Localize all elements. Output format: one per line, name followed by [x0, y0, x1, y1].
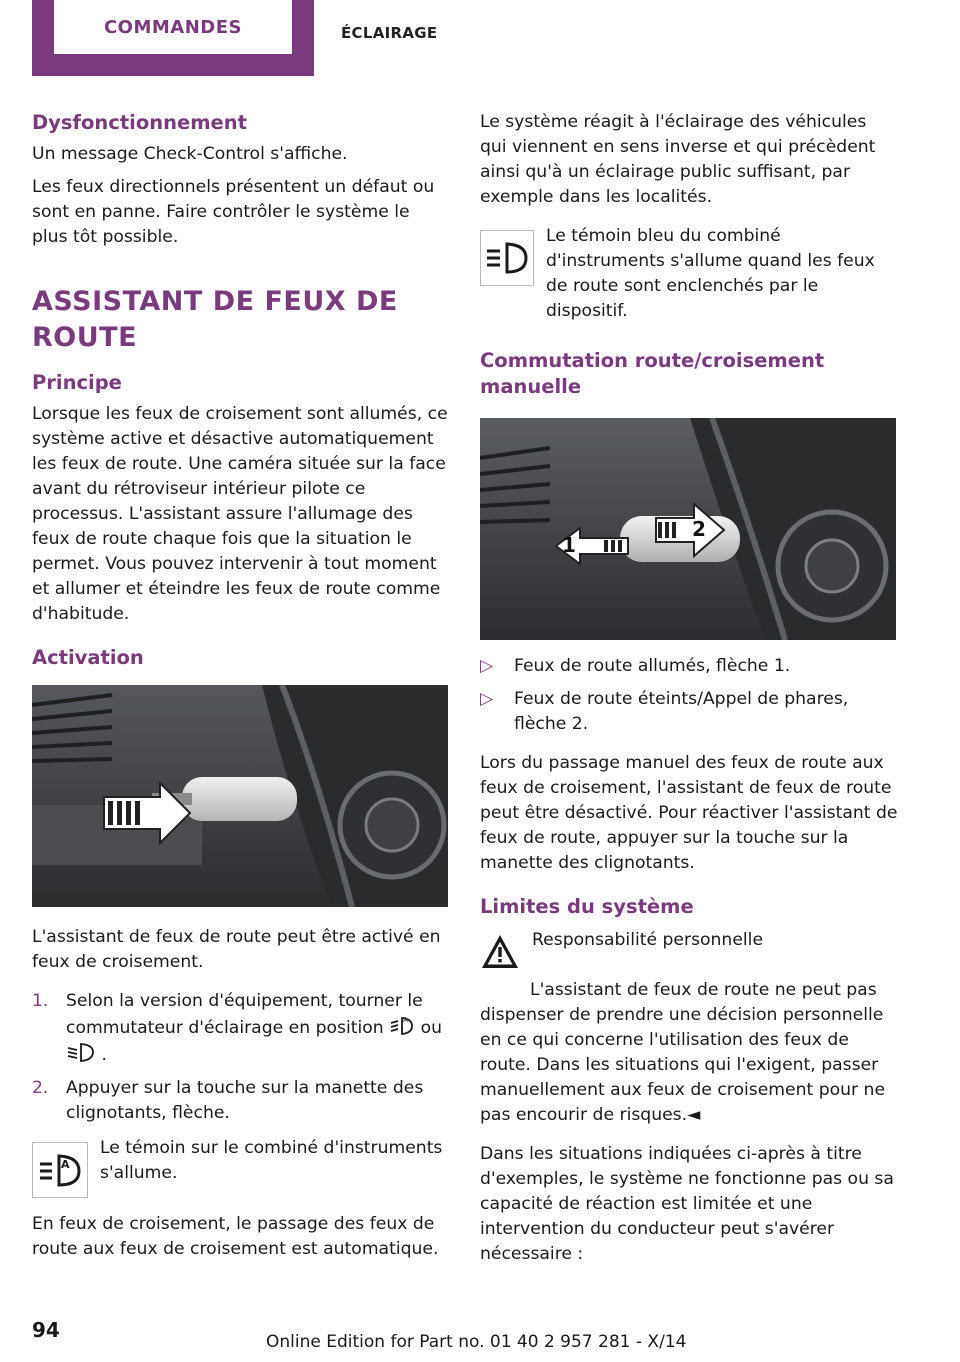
step-1-text-a: Selon la version d'équipement, tourner le commutateur d'éclairage en position: [66, 991, 423, 1038]
photo-stalk-arrows: [480, 418, 896, 640]
list-item-bullet-2: [480, 687, 898, 737]
note-indicator-blue: [480, 224, 898, 324]
paragraph-check-control: Un message Check-Control s'affiche.: [32, 144, 348, 164]
svg-text:A: A: [403, 1016, 408, 1024]
step-number: 1.: [32, 991, 49, 1011]
paragraph-activation: L'assistant de feux de route peut être activé en feux de croisement.: [32, 927, 441, 972]
header-tab-label: COMMANDES: [54, 0, 292, 54]
heading-dysfonctionnement: Dysfonctionnement: [32, 111, 247, 134]
left-column: [32, 110, 450, 1262]
note-indicator-auto: [32, 1136, 450, 1198]
photo-illustration: [480, 418, 896, 640]
warning-icon: [480, 932, 520, 972]
heading-principe: Principe: [32, 371, 122, 394]
note-text-auto: Le témoin sur le combiné d'instruments s'allume.: [100, 1138, 443, 1183]
step-1-text-b: ou: [420, 1018, 443, 1038]
section-title-assistant: ASSISTANT DE FEUX DE ROUTE: [32, 286, 398, 353]
heading-activation: Activation: [32, 646, 144, 669]
low-beam-icon: [66, 1041, 96, 1063]
heading-manual: Commutation route/croisement manuelle: [480, 349, 825, 398]
high-beam-assist-icon: [32, 1142, 88, 1198]
high-beam-icon: [480, 230, 534, 286]
bullet-text-2: Feux de route éteints/Appel de phares, flèche 2.: [514, 689, 849, 734]
right-column: [480, 110, 898, 1267]
paragraph-principe: Lorsque les feux de croisement sont allumés, ce système active et désactive automatiquement les feux de route. Une caméra située sur la face avant du rétroviseur intérieur pilote ce processus. L'assistant assure l'allumage des feux de route chaque fois que la situation le permet. Vous pouvez intervenir à tout moment et allumer et éteindre les feux de route comme d'habitude.: [32, 404, 448, 624]
bullet-marker: ▷: [480, 689, 494, 709]
bullet-text-1: Feux de route allumés, flèche 1.: [514, 656, 791, 676]
paragraph-reaction: Le système réagit à l'éclairage des véhicules qui viennent en sens inverse et qui précèdent ainsi qu'à un éclairage public suffisant, par exemple dans les localités.: [480, 112, 876, 207]
header-tab-commandes: [32, 0, 314, 76]
list-item-step-1: [32, 989, 450, 1068]
step-number: 2.: [32, 1078, 49, 1098]
svg-text:A: A: [61, 1158, 70, 1171]
photo-stalk-push: [32, 685, 448, 907]
bullet-marker: ▷: [480, 656, 494, 676]
paragraph-manual: Lors du passage manuel des feux de route aux feux de croisement, l'assistant de feux de route peut être désactivé. Pour réactiver l'assistant de feux de route, appuyer sur la touche sur la manette des clignotants.: [480, 753, 898, 873]
footer-edition: Online Edition for Part no. 01 40 2 957 281 - X/14: [266, 1332, 687, 1352]
arrow-label-2: 2: [692, 517, 706, 541]
paragraph-limits: Dans les situations indiquées ci-après à titre d'exemples, le système ne fonctionne pas ou sa capacité de réaction est limitée et une intervention du conducteur peut s'avérer nécessaire :: [480, 1144, 894, 1264]
arrow-label-1: 1: [562, 533, 576, 557]
step-2-text: Appuyer sur la touche sur la manette des clignotants, flèche.: [66, 1078, 424, 1123]
list-item-bullet-1: [480, 654, 898, 679]
paragraph-feux-directionnels: Les feux directionnels présentent un défaut ou sont en panne. Faire contrôler le système le plus tôt possible.: [32, 177, 435, 247]
step-1-text-c: .: [101, 1045, 107, 1065]
warning-block: [480, 928, 898, 972]
photo-illustration: [32, 685, 448, 907]
page-number: 94: [32, 1318, 60, 1342]
list-item-step-2: [32, 1076, 450, 1126]
note-text-blue: Le témoin bleu du combiné d'instruments s'allume quand les feux de route sont enclenchés par le dispositif.: [546, 226, 875, 321]
auto-headlight-icon: [389, 1014, 415, 1036]
header-tab-eclairage: ÉCLAIRAGE: [341, 24, 438, 42]
warning-title: Responsabilité personnelle: [532, 930, 764, 950]
paragraph-final: En feux de croisement, le passage des feux de route aux feux de croisement est automatique.: [32, 1214, 439, 1259]
warning-text: L'assistant de feux de route ne peut pas dispenser de prendre une décision personnelle en ce qui concerne l'utilisation des feux de route. Dans les situations qui l'exigent, passer manuellement aux feux de croisement pour ne pas encourir de risques.◄: [480, 980, 886, 1125]
heading-limites: Limites du système: [480, 895, 694, 918]
